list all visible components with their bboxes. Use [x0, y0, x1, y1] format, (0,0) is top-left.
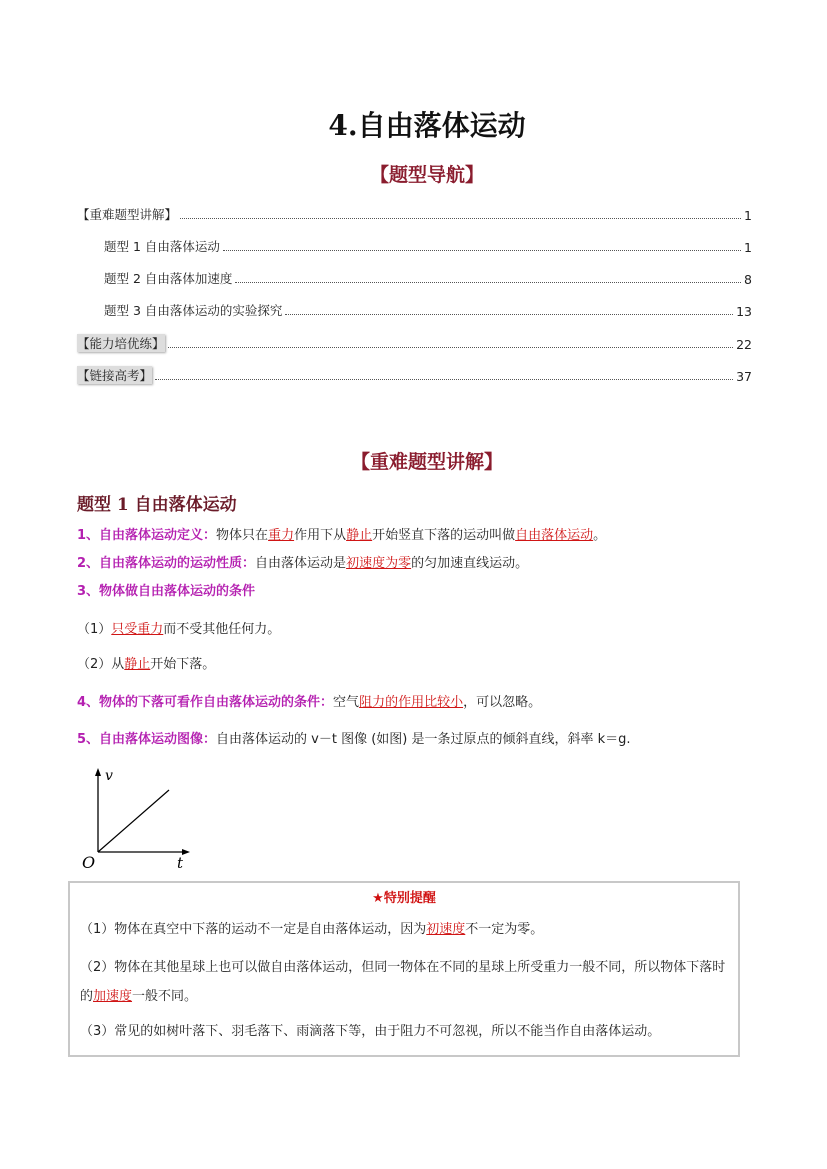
reminder-item-2: （2）物体在其他星球上也可以做自由落体运动，但同一物体在不同的星球上所受重力一般不同，所以物体下落时的加速度一般不同。: [80, 960, 726, 1004]
condition-2: （2）从静止开始下落。: [77, 657, 216, 672]
toc-entry[interactable]: [77, 205, 752, 223]
toc-entry[interactable]: [77, 334, 752, 352]
toc-page: 13: [736, 304, 752, 319]
toc-label: 题型 3 自由落体运动的实验探究: [104, 303, 283, 318]
toc-page: 37: [736, 369, 752, 384]
toc-label: 题型 1 自由落体运动: [104, 239, 220, 254]
topic-heading: 题型 1 自由落体运动: [77, 495, 237, 515]
toc-entry[interactable]: [77, 366, 752, 384]
toc-label: 【能力培优练】: [77, 336, 165, 351]
toc-leader: [223, 250, 741, 251]
toc-page: 8: [744, 272, 752, 287]
condition-1: （1）只受重力而不受其他任何力。: [77, 622, 281, 637]
reminder-item-1: （1）物体在真空中下落的运动不一定是自由落体运动，因为初速度不一定为零。: [80, 922, 544, 937]
toc-label: 【链接高考】: [77, 368, 153, 383]
section-heading: 【重难题型讲解】: [350, 451, 503, 473]
toc-page: 22: [736, 337, 752, 352]
graph-line: 5、自由落体运动图像：自由落体运动的 v－t 图像 (如图) 是一条过原点的倾斜直线，斜率 k＝g.: [77, 732, 631, 747]
document-title: 4.自由落体运动: [328, 109, 526, 142]
vt-line: [98, 790, 169, 852]
vt-graph: [78, 764, 198, 874]
toc-label: 题型 2 自由落体加速度: [104, 271, 233, 286]
v-label: v: [105, 768, 113, 784]
definition-line: 1、自由落体运动定义：物体只在重力作用下从静止开始竖直下落的运动叫做自由落体运动。: [77, 528, 607, 543]
reminder-item-3: （3）常见的如树叶落下、羽毛落下、雨滴落下等，由于阻力不可忽视，所以不能当作自由落体运动。: [80, 1024, 661, 1039]
toc-page: 1: [744, 240, 752, 255]
toc-entry[interactable]: [104, 237, 752, 255]
toc-page: 1: [744, 208, 752, 223]
toc-leader: [180, 218, 741, 219]
toc-leader: [155, 379, 733, 380]
toc-entry[interactable]: [104, 269, 752, 287]
t-axis-arrow: [182, 849, 190, 855]
toc-entry[interactable]: [104, 301, 752, 319]
nav-heading: 【题型导航】: [369, 164, 484, 186]
conditions-heading: 3、物体做自由落体运动的条件: [77, 584, 256, 599]
approx-condition-line: 4、物体的下落可看作自由落体运动的条件：空气阻力的作用比较小，可以忽略。: [77, 695, 542, 710]
reminder-box: [68, 881, 740, 1057]
v-axis-arrow: [95, 768, 101, 776]
t-label: t: [177, 854, 184, 872]
origin-label: O: [82, 853, 96, 872]
reminder-heading: ★特别提醒: [372, 891, 436, 906]
toc-leader: [235, 282, 741, 283]
toc-label: 【重难题型讲解】: [77, 207, 178, 222]
nature-line: 2、自由落体运动的运动性质：自由落体运动是初速度为零的匀加速直线运动。: [77, 556, 529, 571]
toc-leader: [285, 314, 733, 315]
toc-leader: [168, 347, 734, 348]
